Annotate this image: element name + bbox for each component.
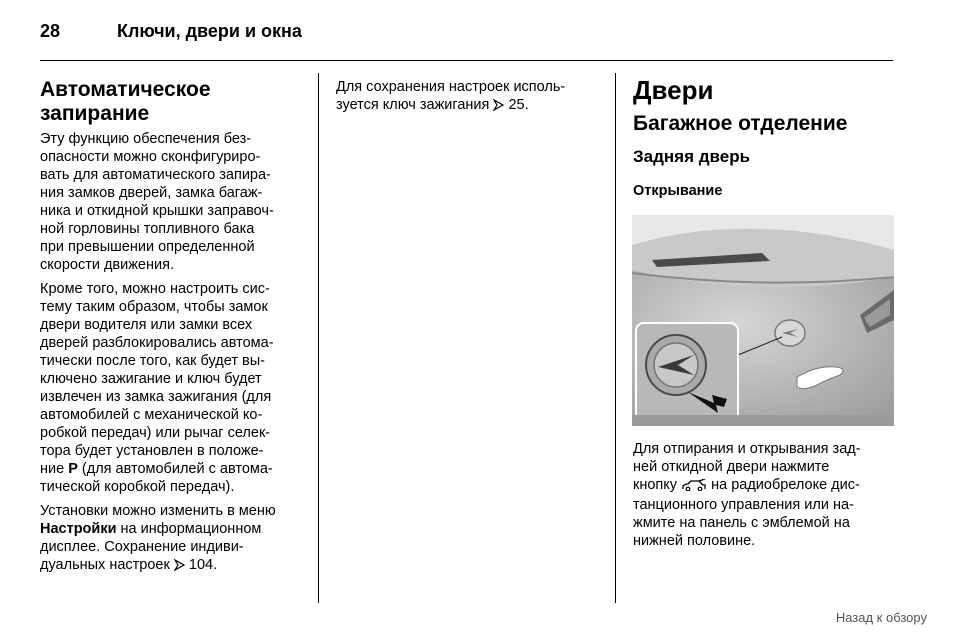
settings-menu-label: Настройки: [40, 521, 117, 537]
column-2: [336, 78, 606, 122]
paragraph-auto-lock-intro: Эту функцию обеспечения без- опасности можно сконфигуриро- вать для автоматического запира- ния замков дверей, замка багаж- ника и откидной крышки заправоч- ной горловины топливного бака при превышении определенной скорости движения.: [40, 131, 274, 273]
paragraph-settings: [40, 502, 310, 576]
header-divider: [40, 60, 893, 61]
gear-position-label: P: [68, 461, 78, 477]
paragraph-tailgate-open: [633, 440, 895, 550]
car-trunk-icon: [681, 478, 707, 496]
page-reference-25[interactable]: 25: [508, 97, 525, 113]
back-to-overview-link[interactable]: Назад к обзору: [835, 610, 927, 625]
tailgate-illustration: [632, 215, 894, 426]
text: Для отпирания и открывания зад- ней откидной двери нажмите кнопку: [633, 441, 861, 493]
column-3-text: [633, 440, 895, 556]
subsubsection-heading-opening: Открывание: [633, 183, 723, 199]
section-heading-trunk: Багажное отделение: [633, 112, 848, 135]
text: Установки можно изменить в меню: [40, 503, 276, 519]
subsection-heading-tailgate: Задняя дверь: [633, 147, 751, 166]
paragraph-auto-unlock: [40, 280, 310, 496]
arrow-right-outline-icon: [493, 98, 504, 116]
column-divider-1: [318, 73, 319, 603]
text: .: [524, 97, 529, 113]
chapter-title: Ключи, двери и окна: [117, 21, 302, 41]
text: (для автомобилей с автома- тической коробкой передач).: [40, 461, 273, 495]
text: на радиобрелоке дис- танционного управления или на- жмите на панель с эмблемой на нижней половине.: [633, 477, 860, 549]
column-3: [633, 75, 895, 200]
paragraph-key-settings: [336, 78, 606, 116]
chapter-heading-doors: Двери: [633, 75, 714, 105]
page-reference-104[interactable]: 104: [188, 557, 214, 573]
text: .: [213, 557, 218, 573]
column-divider-2: [615, 73, 616, 603]
arrow-right-outline-icon: [174, 558, 185, 576]
text: на информационном дисплее. Сохранение индиви- дуальных настроек: [40, 521, 262, 573]
section-heading-auto-lock: Автоматическое запирание: [40, 78, 211, 125]
text: Для сохранения настроек исполь- зуется ключ зажигания: [336, 79, 566, 113]
text: Кроме того, можно настроить сис- тему таким образом, чтобы замок двери водителя или замки всех дверей разблокировались автома- тически после того, как будет вы- ключено зажигание и ключ будет извлечен из замка зажигания (для автомобилей с механической ко- робкой передач) или рычаг селек- тора будет установлен в положе- ние: [40, 281, 274, 477]
column-1: [40, 78, 310, 582]
page-number: 28: [40, 21, 61, 41]
